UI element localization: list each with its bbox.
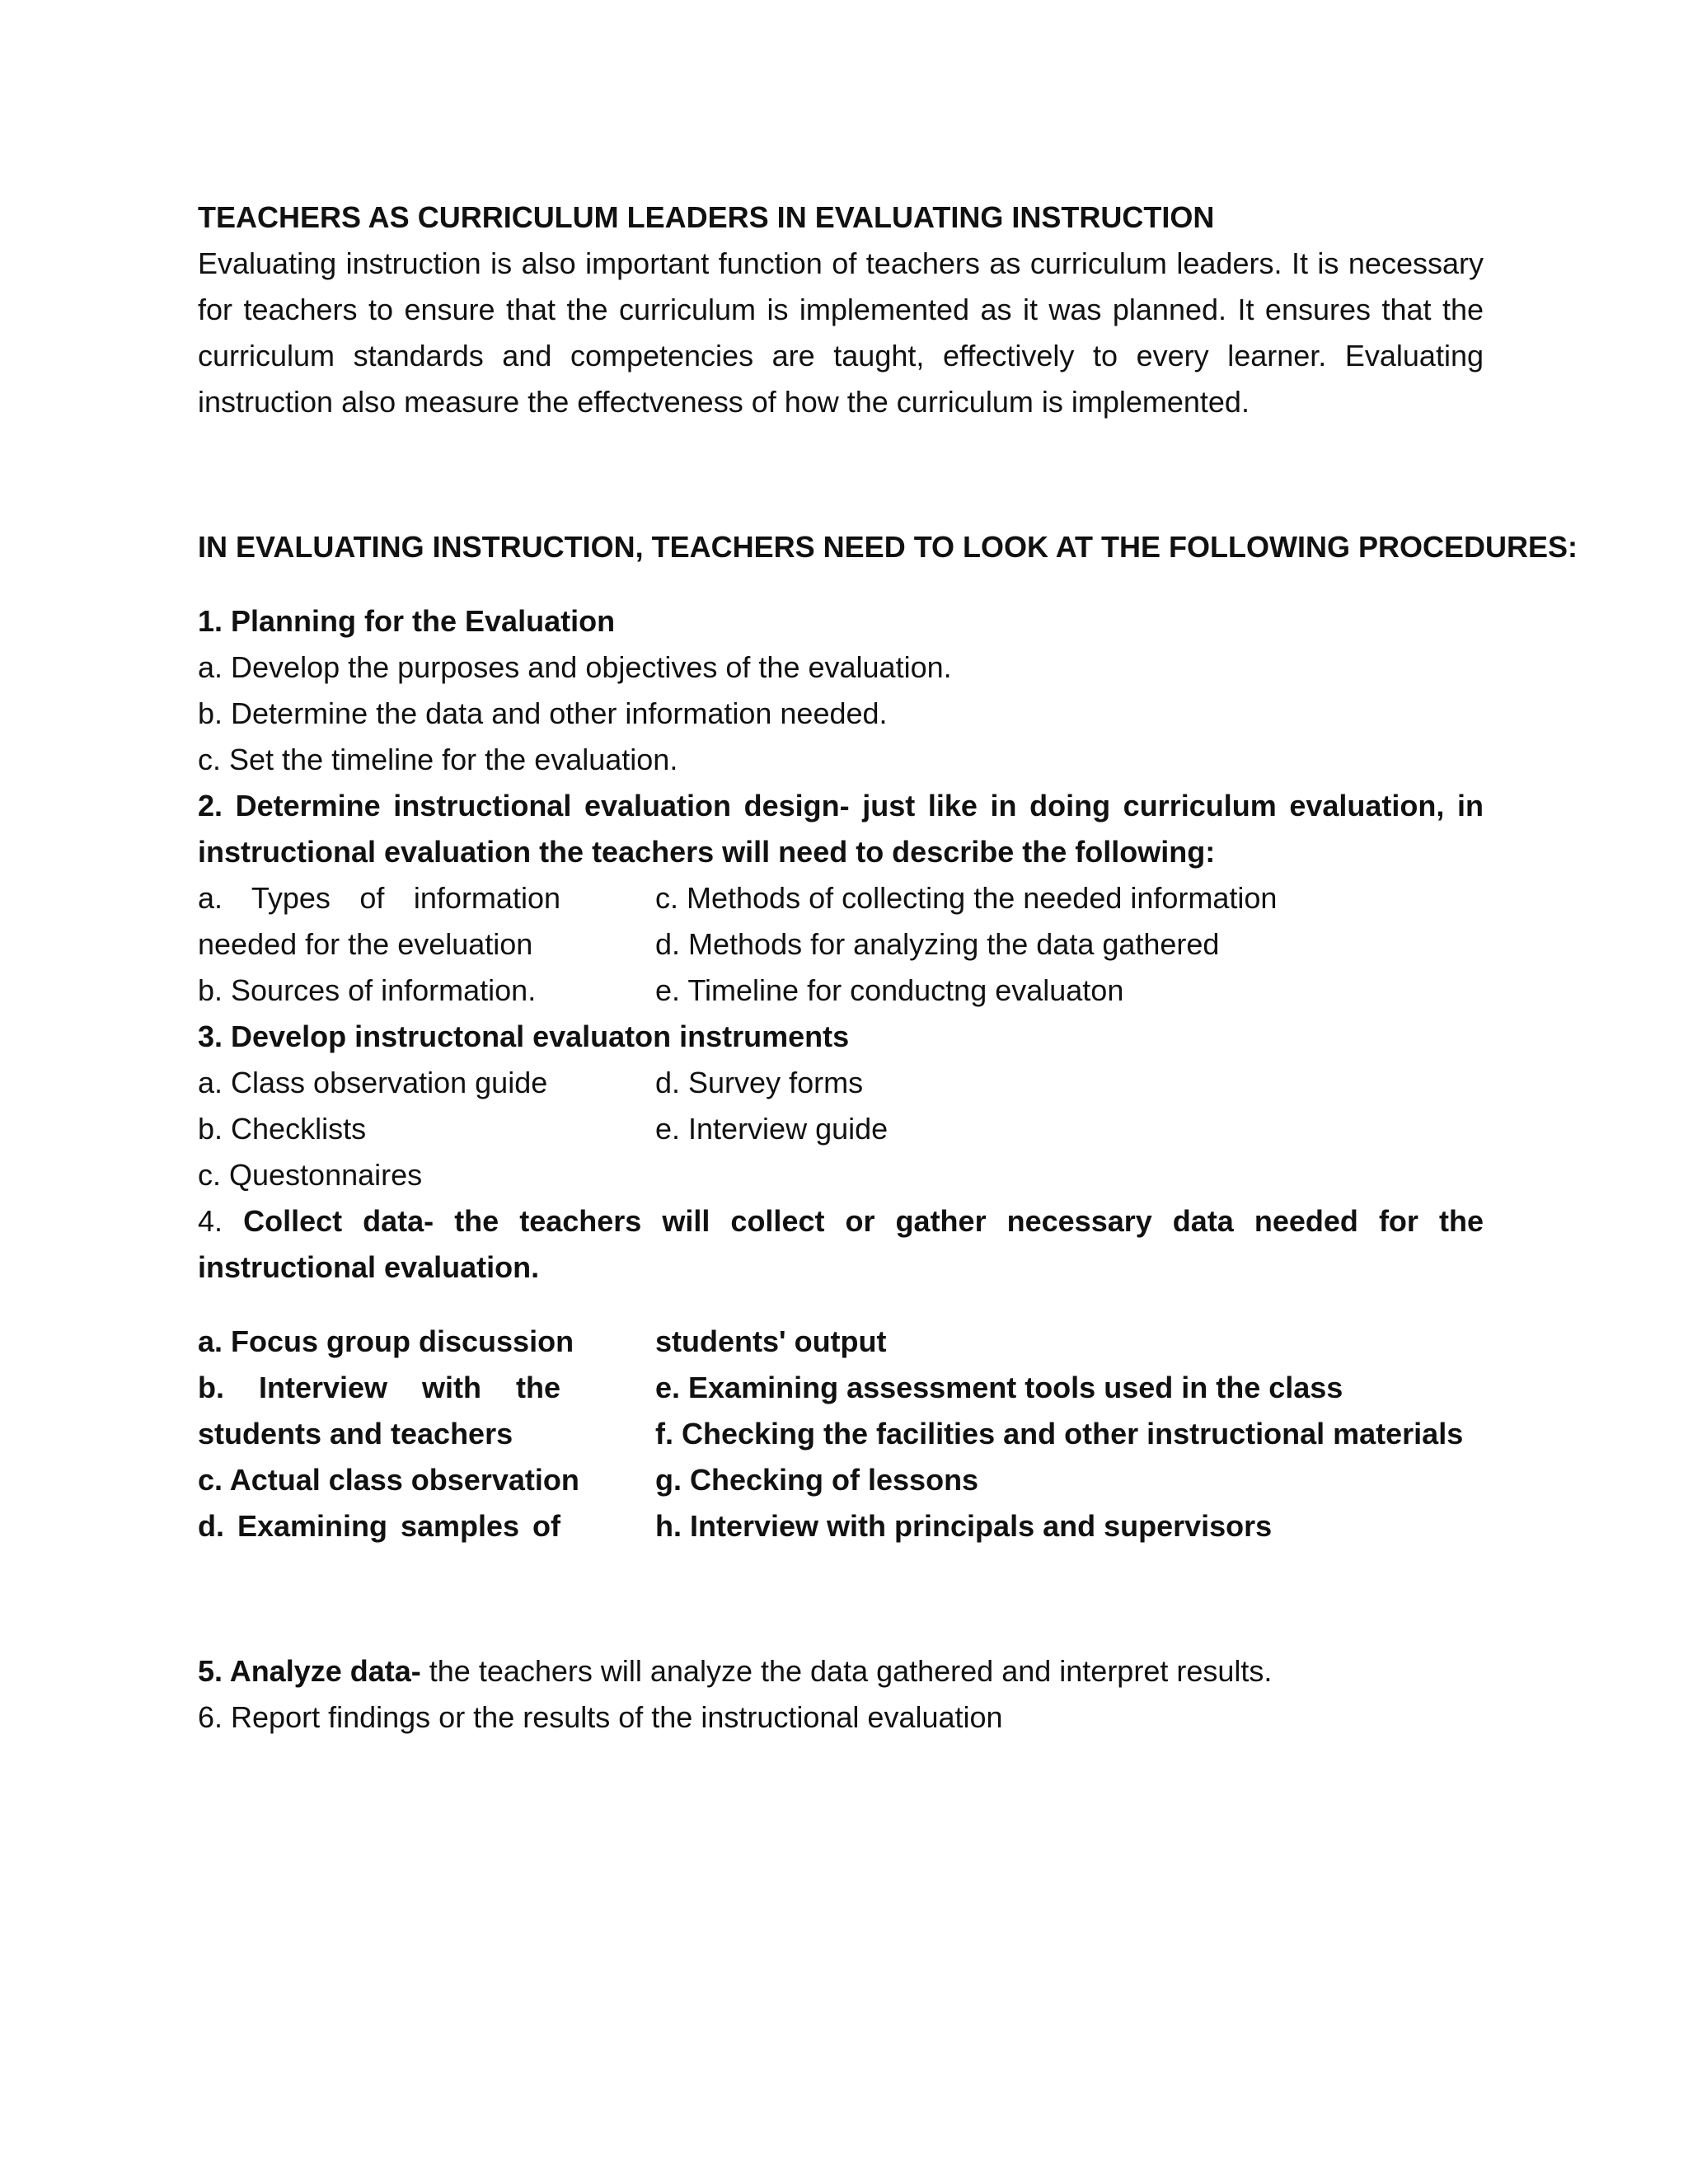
step-2-item-b: b. Sources of information. [198, 973, 537, 1007]
step-5-text: the teachers will analyze the data gathered and interpret results. [420, 1654, 1273, 1688]
step-4-item-f: f. Checking the facilities and other instructional materials [655, 1417, 1464, 1451]
step-3-item-c: c. Questonnaires [198, 1158, 423, 1192]
intro-paragraph: Evaluating instruction is also important function of teachers as curriculum leaders. It is necessary for teachers to ensure that the curriculum is implemented as it was planned. It ensures that the curriculum standards and competencies are taught, effectively to every learner. Evaluating instruction also measure the effectveness of how the curriculum is implemented. [198, 246, 1484, 419]
document-title: TEACHERS AS CURRICULUM LEADERS IN EVALUATING INSTRUCTION [198, 200, 1215, 234]
step-4-heading-text: Collect data- the teachers will collect or gather necessary data needed for the instructional evaluation. [198, 1204, 1484, 1284]
step-1-item-c: c. Set the timeline for the evaluation. [198, 743, 678, 776]
step-2-left-column [198, 875, 560, 1014]
spacer [198, 425, 1484, 524]
step-3-columns [198, 1060, 1484, 1198]
step-6-line: 6. Report findings or the results of the instructional evaluation [198, 1700, 1003, 1734]
step-3-left-column [198, 1060, 560, 1198]
spacer [198, 1291, 1484, 1319]
step-4-item-d-cont: students' output [655, 1324, 887, 1358]
procedures-heading: IN EVALUATING INSTRUCTION, TEACHERS NEED TO LOOK AT THE FOLLOWING PROCEDURES: [198, 530, 1578, 564]
step-5-label: 5. Analyze data- [198, 1654, 421, 1688]
step-1-item-a: a. Develop the purposes and objectives of the evaluation. [198, 650, 952, 684]
step-3-right-column [655, 1060, 1484, 1152]
step-4-section [198, 1198, 1484, 1549]
step-4-item-e: e. Examining assessment tools used in the class [655, 1371, 1343, 1404]
document-body [198, 194, 1578, 1741]
spacer [198, 570, 1484, 598]
step-3-section [198, 1014, 1484, 1198]
step-4-item-h: h. Interview with principals and supervisors [655, 1509, 1273, 1543]
step-4-item-d: d. Examining samples of [198, 1509, 560, 1543]
step-2-item-a: a. Types of information needed for the eveluation [198, 881, 560, 961]
step-2-right-column [655, 875, 1484, 1014]
step-2-section [198, 783, 1484, 1014]
step-4-item-b: b. Interview with the students and teachers [198, 1371, 560, 1451]
step-3-item-a: a. Class observation guide [198, 1066, 548, 1099]
step-2-item-d: d. Methods for analyzing the data gathered [655, 927, 1220, 961]
step-1-heading: 1. Planning for the Evaluation [198, 604, 616, 638]
step-1-section [198, 598, 1484, 783]
step-1-item-b: b. Determine the data and other information needed. [198, 696, 888, 730]
step-2-heading: 2. Determine instructional evaluation design- just like in doing curriculum evaluation, in instructional evaluation the teachers will need to describe the following: [198, 789, 1484, 869]
step-4-item-g: g. Checking of lessons [655, 1463, 979, 1497]
step-2-item-e: e. Timeline for conductng evaluaton [655, 973, 1124, 1007]
step-4-right-column [655, 1319, 1484, 1549]
step-3-item-d: d. Survey forms [655, 1066, 864, 1099]
step-4-item-a: a. Focus group discussion [198, 1324, 574, 1358]
spacer [198, 1549, 1484, 1648]
step-4-columns [198, 1319, 1484, 1549]
step-3-item-e: e. Interview guide [655, 1112, 889, 1146]
step-4-item-c: c. Actual class observation [198, 1463, 579, 1497]
step-4-number: 4. [198, 1204, 223, 1238]
step-3-item-b: b. Checklists [198, 1112, 367, 1146]
step-4-left-column [198, 1319, 579, 1549]
step-2-item-c: c. Methods of collecting the needed information [655, 881, 1278, 915]
step-5-6-section [198, 1648, 1484, 1741]
step-4-heading [198, 1198, 1484, 1291]
step-5-line [198, 1648, 1484, 1694]
step-3-heading: 3. Develop instructonal evaluaton instruments [198, 1019, 850, 1053]
step-2-columns [198, 875, 1484, 1014]
